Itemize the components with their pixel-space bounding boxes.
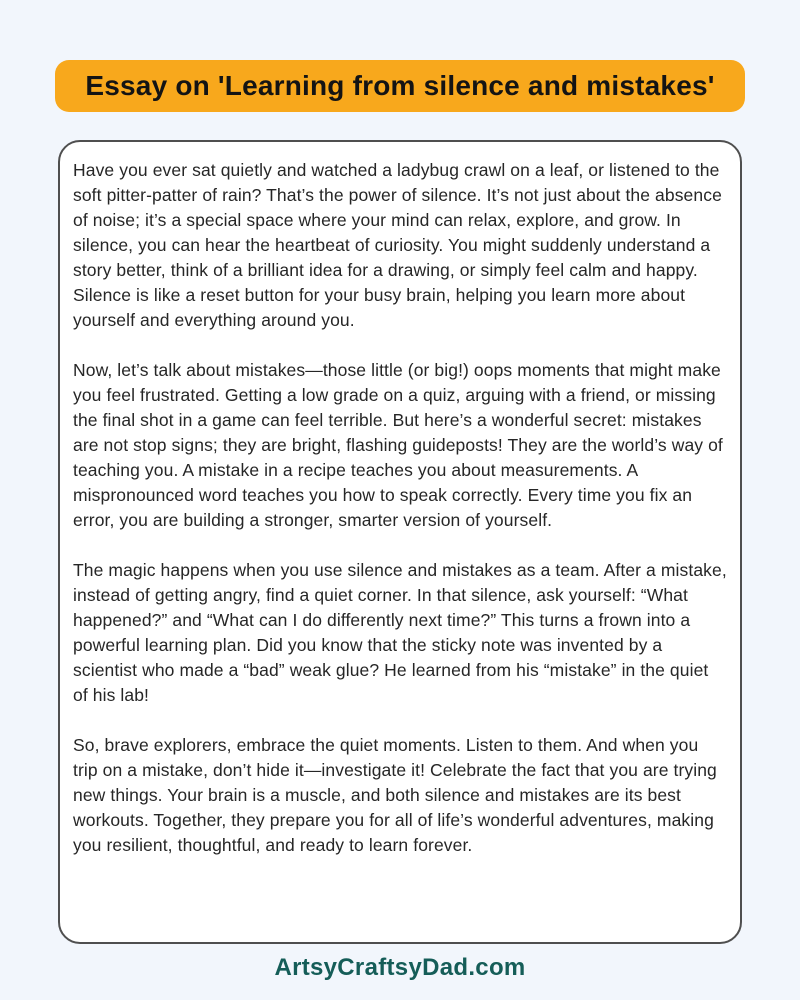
site-name: ArtsyCraftsyDad.com <box>274 954 526 981</box>
essay-paragraph-4: So, brave explorers, embrace the quiet moments. Listen to them. And when you trip on a mistake, don’t hide it—investigate it! Celebrate the fact that you are trying new things. Your brain is a muscle, and both silence and mistakes are its best workouts. Together, they prepare you for all of life’s wonderful adventures, making you resilient, thoughtful, and ready to learn forever. <box>73 735 717 855</box>
essay-paragraph-1: Have you ever sat quietly and watched a ladybug crawl on a leaf, or listened to the soft pitter-patter of rain? That’s the power of silence. It’s not just about the absence of noise; it’s a special space where your mind can relax, explore, and grow. In silence, you can hear the heartbeat of curiosity. You might suddenly understand a story better, think of a brilliant idea for a drawing, or simply feel calm and happy. Silence is like a reset button for your busy brain, helping you learn more about yourself and everything around you. <box>73 160 722 330</box>
essay-paragraph-3: The magic happens when you use silence and mistakes as a team. After a mistake, instead of getting angry, find a quiet corner. In that silence, ask yourself: “What happened?” and “What can I do differently next time?” This turns a frown into a powerful learning plan. Did you know that the sticky note was invented by a scientist who made a “bad” weak glue? He learned from his “mistake” in the quiet of his lab! <box>73 560 727 705</box>
essay-title-banner <box>55 60 745 112</box>
site-footer <box>274 954 525 982</box>
page-title: Essay on 'Learning from silence and mistakes' <box>85 70 715 101</box>
essay-content-box <box>58 140 742 944</box>
essay-paragraph-2: Now, let’s talk about mistakes—those little (or big!) oops moments that might make you feel frustrated. Getting a low grade on a quiz, arguing with a friend, or missing the final shot in a game can feel terrible. But here’s a wonderful secret: mistakes are not stop signs; they are bright, flashing guideposts! They are the world’s way of teaching you. A mistake in a recipe teaches you about measurements. A mispronounced word teaches you how to speak correctly. Every time you fix an error, you are building a stronger, smarter version of yourself. <box>73 360 723 530</box>
